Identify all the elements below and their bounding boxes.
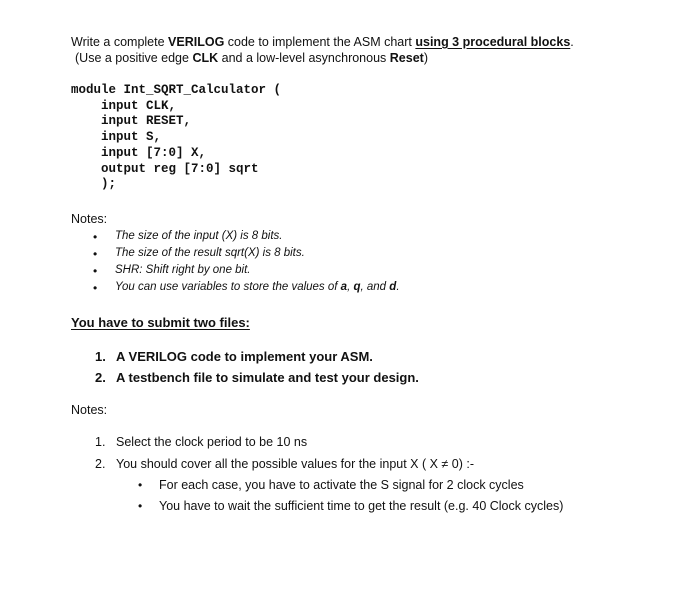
intro-text: . [570, 35, 574, 49]
submit-item-number: 1. [95, 349, 106, 364]
note-item-variables [115, 281, 400, 293]
note-text: You can use variables to store the values of [115, 281, 341, 293]
code-line: input [7:0] X, [101, 145, 207, 160]
intro-clk-bold: CLK [192, 51, 219, 65]
intro-text: Write a complete [71, 35, 169, 49]
code-line-module: module Int_SQRT_Calculator ( [71, 83, 282, 97]
notes2-subitem: For each case, you have to activate the S signal for 2 clock cycles [159, 478, 524, 492]
note-text: . [396, 281, 400, 293]
code-line-close: ); [101, 177, 117, 192]
code-line: input S, [101, 130, 162, 145]
code-line: input RESET, [101, 114, 192, 129]
intro-line-2 [75, 50, 428, 66]
submit-item-text: A VERILOG code to implement your ASM. [116, 349, 373, 364]
code-line: input CLK, [101, 98, 177, 113]
intro-verilog-bold: VERILOG [168, 35, 225, 49]
notes-label-2: Notes: [71, 403, 108, 417]
intro-text: and a low-level asynchronous [218, 51, 390, 65]
var-d: d [389, 281, 397, 293]
intro-procedural-blocks: using 3 procedural blocks [415, 35, 571, 49]
var-q: q [353, 281, 361, 293]
notes2-item-text: You should cover all the possible values for the input X ( X ≠ 0) :- [116, 457, 474, 471]
note-text: , [347, 281, 354, 293]
intro-text: ) [423, 51, 428, 65]
submit-item-number: 2. [95, 370, 106, 385]
submit-item-text: A testbench file to simulate and test your design. [116, 370, 419, 385]
note-item: SHR: Shift right by one bit. [115, 264, 251, 276]
notes2-item-text: Select the clock period to be 10 ns [116, 435, 308, 449]
intro-reset-bold: Reset [389, 51, 424, 65]
notes2-item-number: 2. [95, 457, 106, 471]
note-item: The size of the result sqrt(X) is 8 bits. [115, 247, 305, 259]
bullet-dot: • [93, 230, 98, 244]
code-line: output reg [7:0] sqrt [101, 161, 259, 176]
sub-bullet-dot: • [138, 499, 143, 513]
bullet-dot: • [93, 247, 98, 261]
note-text: , and [360, 281, 390, 293]
sub-bullet-dot: • [138, 478, 143, 492]
intro-line-1 [71, 34, 574, 50]
notes2-subitem: You have to wait the sufficient time to get the result (e.g. 40 Clock cycles) [159, 499, 564, 513]
note-item: The size of the input (X) is 8 bits. [115, 230, 283, 242]
intro-text: code to implement the ASM chart [224, 35, 416, 49]
bullet-dot: • [93, 281, 98, 295]
submit-heading: You have to submit two files: [71, 315, 250, 330]
var-a: a [340, 281, 348, 293]
bullet-dot: • [93, 264, 98, 278]
notes-label: Notes: [71, 212, 108, 226]
notes2-item-number: 1. [95, 435, 106, 449]
intro-text: (Use a positive edge [75, 51, 193, 65]
